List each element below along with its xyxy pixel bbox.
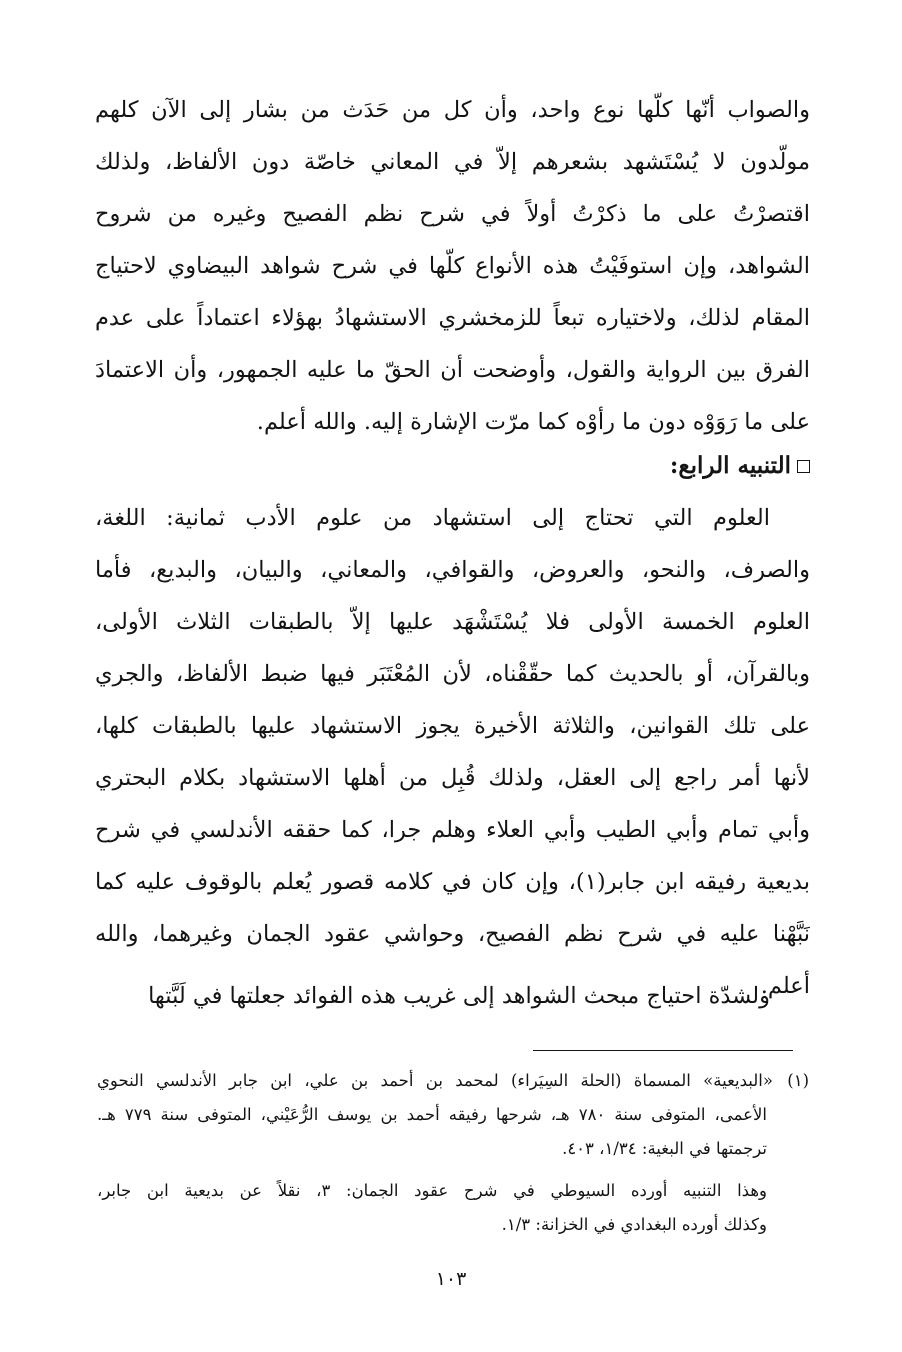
footnotes [97, 1064, 809, 1242]
page-number: ١٠٣ [435, 1268, 467, 1290]
footnote-text: «البديعية» المسماة (الحلة السِيَراء) لمحمد بن أحمد بن علي، ابن جابر الأندلسي النحوي [97, 1071, 773, 1090]
text-line: لأنها أمر راجع إلى العقل، ولذلك قُبِل من أهلها الاستشهاد بكلام البحتري [95, 765, 810, 791]
paragraph-3 [95, 970, 810, 1022]
footnote-line [97, 1064, 809, 1098]
text-line: العلوم الخمسة الأولى فلا يُسْتَشْهَد عليها إلاّ بالطبقات الثلاث الأولى، [95, 609, 810, 635]
text-line: والصواب أنّها كلّها نوع واحد، وأن كل من حَدَث من بشار إلى الآن كلهم [95, 97, 810, 123]
footnote-line: وهذا التنبيه أورده السيوطي في شرح عقود الجمان: ٣، نقلاً عن بديعية ابن جابر، [97, 1181, 767, 1200]
text-line: على ما رَوَوْه دون ما رأوْه كما مرّت الإشارة إليه. والله أعلم. [256, 409, 810, 435]
text-line: مولّدون لا يُسْتَشهد بشعرهم إلاّ في المعاني خاصّة دون الألفاظ، ولذلك [95, 149, 810, 175]
text-line: المقام لذلك، ولاختياره تبعاً للزمخشري الاستشهادُ بهؤلاء اعتماداً على عدم [95, 305, 810, 331]
text-line: وبالقرآن، أو بالحديث كما حقّقْناه، لأن المُعْتَبَر فيها ضبط الألفاظ، والجري [95, 661, 810, 687]
text-line: والصرف، والنحو، والعروض، والقوافي، والمعاني، والبيان، والبديع، فأما [95, 557, 810, 583]
text-line: نَبَّهْنا عليه في شرح نظم الفصيح، وحواشي عقود الجمان وغيرهما، والله [95, 921, 810, 947]
footnote-divider [533, 1050, 793, 1051]
text-line: الفرق بين الرواية والقول، وأوضحت أن الحقّ ما عليه الجمهور، وأن الاعتمادَ [95, 357, 810, 383]
text-line: ولشدّة احتياج مبحث الشواهد إلى غريب هذه الفوائد جعلتها في لَبَّتها [148, 983, 770, 1009]
text-line: أعلم. [760, 973, 810, 999]
paragraph-2 [95, 492, 810, 1012]
square-icon [797, 460, 810, 473]
paragraph-1 [95, 84, 810, 448]
footnote-marker: (١) [787, 1071, 809, 1090]
text-line: على تلك القوانين، والثلاثة الأخيرة يجوز الاستشهاد عليها بالطبقات كلها، [95, 713, 810, 739]
text-line: العلوم التي تحتاج إلى استشهاد من علوم الأدب ثمانية: اللغة، [95, 505, 770, 531]
text-line: اقتصرْتُ على ما ذكرْتُ أولاً في شرح نظم الفصيح وغيره من شروح [95, 201, 810, 227]
section-heading [670, 440, 810, 492]
footnote-line: وكذلك أورده البغدادي في الخزانة: ١/٣. [501, 1215, 767, 1234]
heading-text: التنبيه الرابع: [669, 452, 791, 479]
text-line: وأبي تمام وأبي الطيب وأبي العلاء وهلم جرا، كما حققه الأندلسي في شرح [95, 817, 810, 843]
text-line: الشواهد، وإن استوفَيْتُ هذه الأنواع كلّها في شرح شواهد البيضاوي لاحتياج [95, 253, 810, 279]
footnote-line: الأعمى، المتوفى سنة ٧٨٠ هـ، شرحها رفيقه أحمد بن يوسف الرُّعَيْني، المتوفى سنة ٧٧٩ هـ. [97, 1105, 767, 1124]
footnote-line: ترجمتها في البغية: ١/٣٤، ٤٠٣. [562, 1139, 767, 1158]
text-line: بديعية رفيقه ابن جابر(١)، وإن كان في كلامه قصور يُعلم بالوقوف عليه كما [95, 869, 810, 895]
